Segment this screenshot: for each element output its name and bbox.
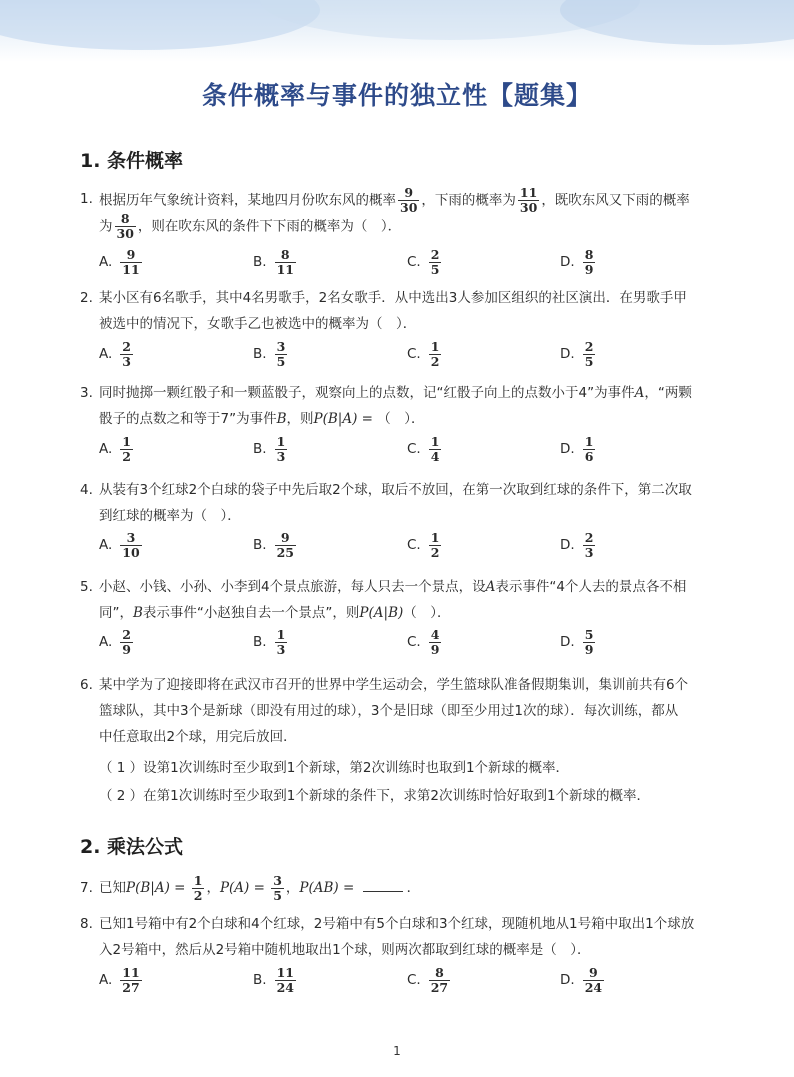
- question-number: 5.: [80, 579, 93, 595]
- answer-options: [99, 525, 719, 565]
- question-number: 1.: [80, 191, 93, 207]
- math-expression: P(B|A) =: [126, 880, 190, 896]
- question-number: 7.: [80, 880, 93, 896]
- option-b[interactable]: B. $\frac{8}{11}$: [253, 246, 294, 277]
- question-line: 从装有3个红球2个白球的袋子中先后取2个球，取后不放回，在第一次取到红球的条件下，第二次取: [99, 482, 692, 498]
- option-c[interactable]: C. $\frac{4}{9}$: [407, 626, 440, 657]
- math-variable: B: [276, 411, 287, 427]
- question-3: [80, 380, 720, 432]
- question-4: [80, 477, 720, 529]
- option-b[interactable]: B. $\frac{3}{5}$: [253, 338, 286, 369]
- answer-options: [99, 622, 719, 662]
- option-d[interactable]: D. $\frac{1}{6}$: [560, 433, 594, 464]
- section-heading-1: 1. 条件概率: [80, 150, 184, 172]
- math-variable: A: [485, 579, 496, 595]
- question-line: 某小区有6名歌手，其中4名男歌手，2名女歌手．从中选出3人参加区组织的社区演出．在男歌手甲: [99, 290, 687, 306]
- option-c[interactable]: C. $\frac{8}{27}$: [407, 964, 449, 995]
- answer-options: [99, 960, 719, 1000]
- question-line: 入2号箱中，然后从2号箱中随机地取出1个球，则两次都取到红球的概率是（ ）．: [99, 942, 591, 958]
- question-line: 到红球的概率为（ ）．: [99, 508, 241, 524]
- question-line: 根据历年气象统计资料，某地四月份吹东风的概率 $\frac{9}{30}$ ，下雨的概率为 $\frac{11}{30}$ ，既吹东风又下雨的概率: [99, 185, 690, 215]
- option-b[interactable]: B. $\frac{1}{3}$: [253, 433, 286, 464]
- option-a[interactable]: A. $\frac{1}{2}$: [99, 433, 131, 464]
- question-5: [80, 574, 720, 626]
- option-d[interactable]: D. $\frac{5}{9}$: [560, 626, 594, 657]
- math-expression: P(B|A) =: [313, 411, 378, 427]
- math-variable: B: [133, 605, 143, 621]
- question-8: [80, 911, 720, 963]
- math-expression: P(A|B): [359, 605, 404, 621]
- option-d[interactable]: D. $\frac{8}{9}$: [560, 246, 594, 277]
- section-heading-2: 2. 乘法公式: [80, 836, 184, 858]
- option-a[interactable]: A. $\frac{11}{27}$: [99, 964, 140, 995]
- question-line: 为 $\frac{8}{30}$ ，则在吹东风的条件下下雨的概率为（ ）．: [99, 211, 402, 241]
- option-c[interactable]: C. $\frac{2}{5}$: [407, 246, 440, 277]
- option-d[interactable]: D. $\frac{9}{24}$: [560, 964, 603, 995]
- question-line: 同时抛掷一颗红骰子和一颗蓝骰子，观察向上的点数，记“红骰子向上的点数小于4”为事件A，“两颗: [99, 385, 692, 401]
- question-number: 8.: [80, 916, 93, 932]
- question-number: 3.: [80, 385, 93, 401]
- fraction: $\frac{1}{2}$: [193, 872, 203, 903]
- question-line: 已知1号箱中有2个白球和4个红球，2号箱中有5个白球和3个红球，现随机地从1号箱中取出1个球放: [99, 916, 695, 932]
- question-1: [80, 185, 720, 241]
- question-line: 某中学为了迎接即将在武汉市召开的世界中学生运动会，学生篮球队准备假期集训，集训前共有6个: [99, 677, 689, 693]
- option-a[interactable]: A. $\frac{3}{10}$: [99, 529, 140, 560]
- fraction: $\frac{11}{30}$: [519, 185, 538, 215]
- option-c[interactable]: C. $\frac{1}{4}$: [407, 433, 440, 464]
- question-line: 篮球队，其中3个是新球（即没有用过的球），3个是旧球（即至少用过1次的球）．每次训练，都从: [99, 703, 679, 719]
- option-a[interactable]: A. $\frac{2}{9}$: [99, 626, 131, 657]
- sub-question-1: （ 1 ）设第1次训练时至少取到1个新球，第2次训练时也取到1个新球的概率．: [99, 760, 570, 776]
- option-b[interactable]: B. $\frac{9}{25}$: [253, 529, 294, 560]
- fraction: $\frac{3}{5}$: [273, 872, 282, 903]
- question-line: 同”，B表示事件“小赵独自去一个景点”，则P(A|B)（ ）．: [99, 605, 451, 621]
- page-title: 条件概率与事件的独立性【题集】: [201, 81, 592, 110]
- question-line: 小赵、小钱、小孙、小李到4个景点旅游，每人只去一个景点，设A表示事件“4个人去的景点各不相: [99, 579, 687, 595]
- option-a[interactable]: A. $\frac{9}{11}$: [99, 246, 140, 277]
- math-variable: A: [634, 385, 645, 401]
- question-line: 被选中的情况下，女歌手乙也被选中的概率为（ ）．: [99, 316, 417, 332]
- option-c[interactable]: C. $\frac{1}{2}$: [407, 529, 440, 560]
- answer-options: [99, 334, 719, 374]
- question-number: 2.: [80, 290, 93, 306]
- option-c[interactable]: C. $\frac{1}{2}$: [407, 338, 440, 369]
- math-expression: P(A) =: [219, 880, 270, 896]
- option-b[interactable]: B. $\frac{11}{24}$: [253, 964, 294, 995]
- option-d[interactable]: D. $\frac{2}{5}$: [560, 338, 594, 369]
- question-line: 骰子的点数之和等于7”为事件B，则P(B|A) = （ ）．: [99, 411, 425, 427]
- question-7: 7. 已知P(B|A) = $\frac{1}{2}$ ，P(A) = $\frac{3}{5}$ ，P(AB) = ．: [80, 868, 720, 908]
- fraction: $\frac{9}{30}$: [400, 185, 418, 215]
- math-expression: P(AB) =: [299, 880, 359, 896]
- question-line: 中任意取出2个球，用完后放回．: [99, 729, 297, 745]
- sub-question-2: （ 2 ）在第1次训练时至少取到1个新球的条件下，求第2次训练时恰好取到1个新球的概率．: [99, 788, 651, 804]
- question-number: 4.: [80, 482, 93, 498]
- option-a[interactable]: A. $\frac{2}{3}$: [99, 338, 131, 369]
- page-number: 1: [393, 1044, 401, 1058]
- answer-blank[interactable]: [363, 877, 403, 892]
- question-6: [80, 672, 720, 750]
- answer-options: [99, 242, 719, 282]
- option-d[interactable]: D. $\frac{2}{3}$: [560, 529, 594, 560]
- header-wave: [560, 0, 794, 45]
- header-decoration: [0, 0, 794, 62]
- question-2: [80, 285, 720, 337]
- fraction: $\frac{8}{30}$: [116, 211, 134, 241]
- question-number: 6.: [80, 677, 93, 693]
- option-b[interactable]: B. $\frac{1}{3}$: [253, 626, 286, 657]
- answer-options: [99, 429, 719, 469]
